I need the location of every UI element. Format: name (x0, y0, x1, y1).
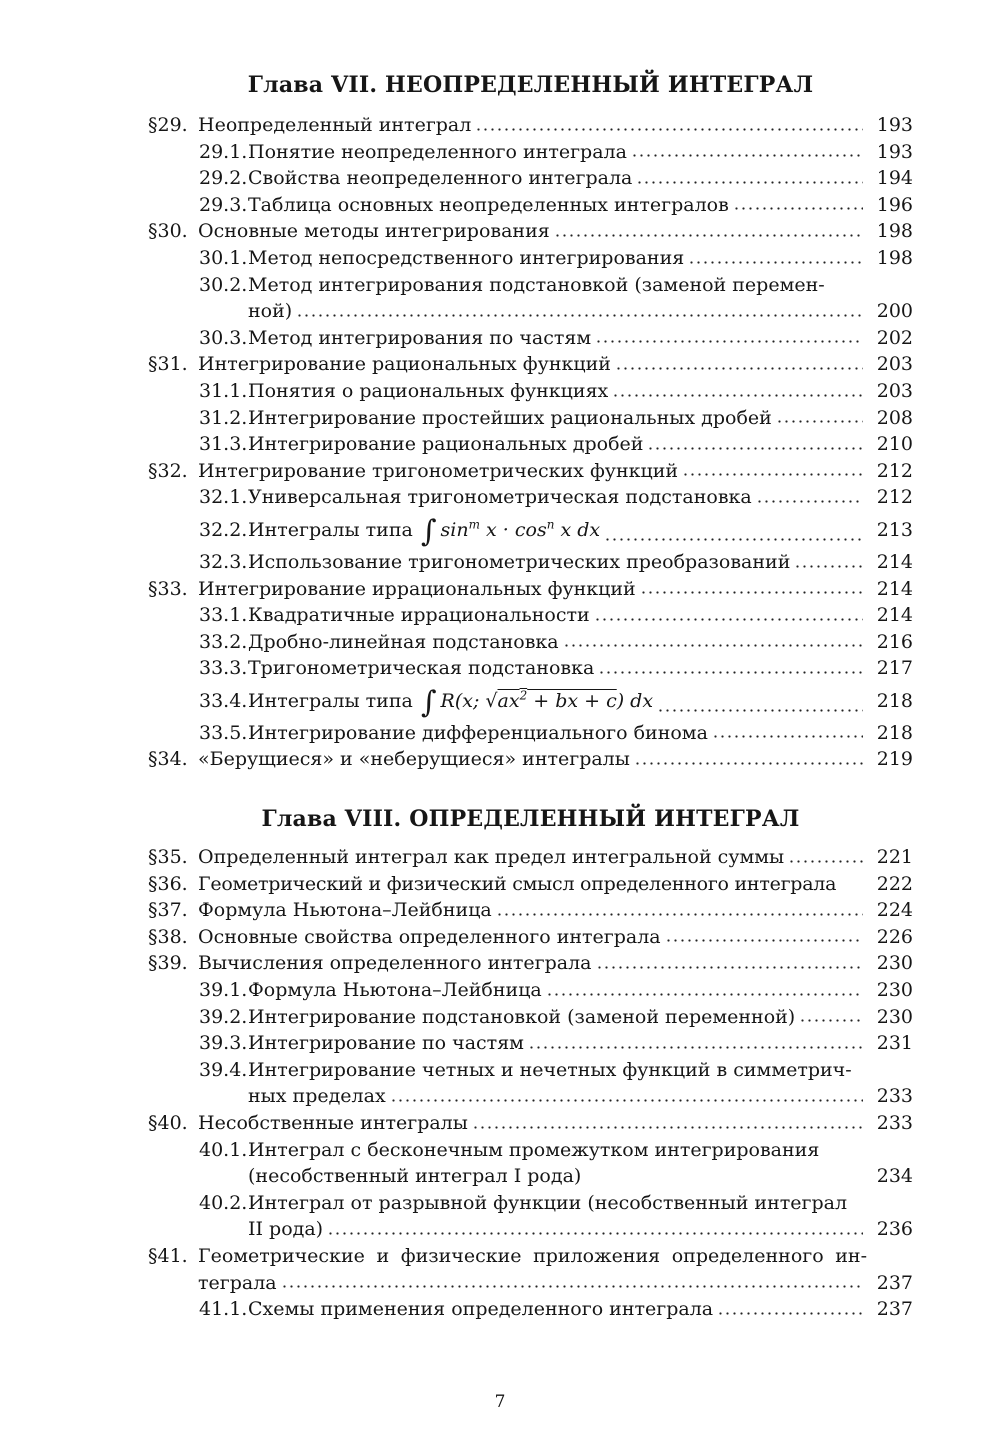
subsection-number: 29.3. (199, 193, 248, 216)
subsection-number: 31.3. (199, 433, 248, 456)
page-number: 224 (876, 899, 913, 922)
toc-entry-32[interactable] (148, 458, 913, 485)
section-number: §34. (148, 748, 188, 771)
page-number: 203 (876, 379, 913, 402)
dot-leader (596, 965, 863, 970)
page-number: 213 (876, 518, 913, 541)
subsection-number: 33.1. (199, 604, 248, 627)
dot-leader (554, 233, 863, 238)
toc-entry-30-3[interactable] (148, 325, 913, 352)
subsection-number: 31.2. (199, 406, 248, 429)
entry-title: Интегралы типа (248, 689, 413, 712)
integral-sign: ∫ (420, 684, 437, 720)
page-number: 193 (876, 114, 913, 136)
entry-title-line-1: Интеграл с бесконечным промежутком интегрирования (248, 1138, 820, 1161)
entry-title: Основные методы интегрирования (198, 220, 550, 243)
formula-part: + bx + c (527, 689, 617, 712)
page-number: 237 (876, 1271, 913, 1294)
entry-title: Интегрирование иррациональных функций (198, 577, 636, 600)
chapter-8-title: Глава VIII. ОПРЕДЕЛЕННЫЙ ИНТЕГРАЛ (261, 806, 800, 832)
toc-entry-39-1[interactable] (148, 977, 913, 1004)
subsection-number: 29.1. (199, 140, 248, 163)
formula-sin-cos (419, 513, 601, 549)
dot-leader (682, 472, 863, 477)
toc-entry-37[interactable] (148, 897, 913, 924)
page-number: 212 (876, 486, 913, 509)
entry-title: Понятие неопределенного интеграла (248, 140, 627, 163)
toc-entry-33[interactable] (148, 576, 913, 603)
section-number: §29. (148, 114, 188, 136)
dot-leader (794, 564, 863, 569)
toc-entry-32-3[interactable] (148, 549, 913, 576)
subsection-number: 40.2. (199, 1191, 248, 1214)
dot-leader (612, 393, 863, 398)
dot-leader (472, 1125, 863, 1130)
entry-title: Определенный интеграл как предел интегральной суммы (198, 846, 785, 868)
formula-part: x dx (554, 518, 601, 541)
section-number: §33. (148, 577, 188, 600)
section-number: §40. (148, 1111, 188, 1134)
page-number: 216 (876, 630, 913, 653)
subsection-number: 39.3. (199, 1032, 248, 1055)
entry-title: Интегрирование подстановкой (заменой переменной) (248, 1005, 796, 1028)
toc-entry-39[interactable] (148, 950, 913, 977)
toc-entry-33-4[interactable] (148, 682, 913, 720)
dot-leader (799, 1018, 863, 1023)
entry-title-line-2: (несобственный интеграл I рода) (248, 1165, 582, 1188)
page-number: 198 (876, 246, 913, 269)
entry-title-line-1: Интегрирование четных и нечетных функций в симметрич- (248, 1058, 852, 1081)
toc-entry-30[interactable] (148, 218, 913, 245)
dot-leader (776, 419, 863, 424)
page-number: 202 (876, 326, 913, 349)
toc-entry-39-2[interactable] (148, 1004, 913, 1031)
entry-title: Понятия о рациональных функциях (248, 379, 609, 402)
dot-leader (604, 537, 863, 542)
dot-leader (563, 643, 863, 648)
dot-leader (475, 127, 863, 132)
dot-leader (640, 590, 863, 595)
page-number: 210 (876, 433, 913, 456)
subsection-number: 30.3. (199, 326, 248, 349)
page-number: 221 (876, 846, 913, 868)
section-number: §32. (148, 459, 188, 482)
toc-entry-31-3[interactable] (148, 431, 913, 458)
entry-title: Интегрирование рациональных дробей (248, 433, 644, 456)
page-number: 219 (876, 748, 913, 771)
toc-entry-29[interactable] (148, 112, 913, 139)
toc-entry-40-2[interactable] (148, 1190, 913, 1243)
subsection-number: 33.5. (199, 721, 248, 744)
toc-entry-33-2[interactable] (148, 629, 913, 656)
dot-leader (788, 859, 863, 864)
page-number: 230 (876, 1005, 913, 1028)
dot-leader (598, 670, 863, 675)
subsection-number: 39.1. (199, 978, 248, 1001)
integral-sign: ∫ (420, 513, 437, 549)
toc-entry-31[interactable] (148, 351, 913, 378)
formula-part: ax (497, 689, 520, 712)
entry-title: Основные свойства определенного интеграла (198, 925, 661, 948)
toc-entry-35[interactable] (148, 844, 913, 871)
entry-title-line-1: Метод интегрирования подстановкой (заменой перемен- (248, 273, 825, 296)
subsection-number: 39.4. (199, 1058, 248, 1081)
page-number: 198 (876, 220, 913, 243)
entry-title: Интегралы типа (248, 518, 413, 541)
toc-entry-33-3[interactable] (148, 655, 913, 682)
toc-entry-30-1[interactable] (148, 245, 913, 272)
page-number: 234 (876, 1165, 913, 1188)
dot-leader (634, 761, 863, 766)
page-number: 230 (876, 952, 913, 975)
entry-title: Неопределенный интеграл (198, 114, 472, 136)
dot-leader (712, 734, 863, 739)
subsection-number: 32.1. (199, 486, 248, 509)
page-number: 203 (876, 353, 913, 376)
formula-part: R(x; (440, 689, 486, 712)
subsection-number: 31.1. (199, 379, 248, 402)
dot-leader (665, 938, 863, 943)
section-number: §36. (148, 872, 188, 895)
subsection-number: 30.2. (199, 273, 248, 296)
entry-title: Интегрирование дифференциального бинома (248, 721, 708, 744)
page-number: 233 (876, 1085, 913, 1108)
section-number: §39. (148, 952, 188, 975)
page-number: 222 (876, 872, 913, 895)
entry-title: Метод непосредственного интегрирования (248, 246, 685, 269)
dot-leader (631, 153, 863, 158)
page-number: 237 (876, 1298, 913, 1321)
toc-entry-41[interactable] (148, 1243, 913, 1296)
chapter-7-title: Глава VII. НЕОПРЕДЕЛЕННЫЙ ИНТЕГРАЛ (247, 72, 814, 98)
section-number: §35. (148, 846, 188, 868)
page-number: 217 (876, 657, 913, 680)
subsection-number: 30.1. (199, 246, 248, 269)
dot-leader (327, 1231, 863, 1236)
entry-title-line-1: Геометрические и физические приложения определенного ин- (198, 1244, 867, 1267)
entry-title-line-1: Интеграл от разрывной функции (несобственный интеграл (248, 1191, 848, 1214)
subsection-number: 39.2. (199, 1005, 248, 1028)
dot-leader (281, 1284, 863, 1289)
toc-entry-40-1[interactable] (148, 1137, 913, 1190)
formula-part: ) dx (616, 689, 654, 712)
toc-entry-36[interactable] (148, 871, 913, 898)
entry-title-line-2: ных пределах (248, 1085, 386, 1108)
entry-title: Несобственные интегралы (198, 1111, 468, 1134)
entry-title: Метод интегрирования по частям (248, 326, 592, 349)
entry-title: Вычисления определенного интеграла (198, 952, 592, 975)
dot-leader (840, 885, 863, 890)
entry-title: «Берущиеся» и «неберущиеся» интегралы (198, 748, 630, 771)
subsection-number: 32.2. (199, 518, 248, 541)
dot-leader (546, 992, 863, 997)
entry-title-line-2: ной) (248, 300, 293, 323)
page-number: 233 (876, 1111, 913, 1134)
page-number: 208 (876, 406, 913, 429)
entry-title: Геометрический и физический смысл определенного интеграла (198, 872, 837, 895)
dot-leader (688, 260, 863, 265)
formula-irrational (419, 684, 654, 720)
toc-entry-31-2[interactable] (148, 405, 913, 432)
dot-leader (390, 1098, 863, 1103)
dot-leader (717, 1311, 863, 1316)
subsection-number: 32.3. (199, 550, 248, 573)
formula-part: x · cos (480, 518, 547, 541)
page-number: 230 (876, 978, 913, 1001)
radical-sign: √ (485, 689, 498, 712)
toc-entry-40[interactable] (148, 1110, 913, 1137)
toc-entry-41-1[interactable] (148, 1296, 913, 1323)
toc-entry-33-1[interactable] (148, 602, 913, 629)
chapter-7-contents (148, 112, 913, 773)
dot-leader (636, 180, 863, 185)
dot-leader (756, 499, 863, 504)
entry-title: Схемы применения определенного интеграла (248, 1298, 714, 1321)
dot-leader (615, 366, 863, 371)
section-number: §38. (148, 925, 188, 948)
radicand (498, 690, 617, 712)
page-number: 231 (876, 1032, 913, 1055)
entry-title: Интегрирование рациональных функций (198, 353, 611, 376)
toc-entry-32-2[interactable] (148, 511, 913, 549)
exponent-m: m (468, 517, 480, 532)
entry-title: Квадратичные иррациональности (248, 604, 590, 627)
subsection-number: 33.3. (199, 657, 248, 680)
page-number: 200 (876, 300, 913, 323)
dot-leader (594, 617, 863, 622)
subsection-number: 33.4. (199, 689, 248, 712)
page-number: 214 (876, 550, 913, 573)
entry-title: Формула Ньютона–Лейбница (248, 978, 542, 1001)
entry-title: Интегрирование по частям (248, 1032, 524, 1055)
toc-entry-31-1[interactable] (148, 378, 913, 405)
entry-title: Тригонометрическая подстановка (248, 657, 595, 680)
toc-entry-38[interactable] (148, 924, 913, 951)
toc-entry-39-3[interactable] (148, 1030, 913, 1057)
section-number: §31. (148, 353, 188, 376)
page-number: 218 (876, 721, 913, 744)
entry-title: Универсальная тригонометрическая подстановка (248, 486, 752, 509)
subsection-number: 40.1. (199, 1138, 248, 1161)
toc-entry-30-2[interactable] (148, 272, 913, 325)
subsection-number: 33.2. (199, 630, 248, 653)
section-number: §37. (148, 899, 188, 922)
page-number: 226 (876, 925, 913, 948)
page-number: 236 (876, 1218, 913, 1241)
entry-title: Таблица основных неопределенных интегралов (248, 193, 729, 216)
entry-title: Формула Ньютона–Лейбница (198, 899, 492, 922)
dot-leader (595, 339, 863, 344)
subsection-number: 41.1. (199, 1298, 248, 1321)
toc-entry-34[interactable] (148, 746, 913, 773)
subsection-number: 29.2. (199, 167, 248, 190)
toc-entry-29-2[interactable] (148, 165, 913, 192)
entry-title: Интегрирование тригонометрических функций (198, 459, 679, 482)
entry-title: Дробно-линейная подстановка (248, 630, 559, 653)
page-number: 193 (876, 140, 913, 163)
page-number: 196 (876, 193, 913, 216)
page-number: 212 (876, 459, 913, 482)
exponent-2: 2 (519, 688, 528, 703)
toc-entry-39-4[interactable] (148, 1057, 913, 1110)
page-number: 214 (876, 604, 913, 627)
dot-leader (647, 446, 863, 451)
dot-leader (496, 912, 863, 917)
dot-leader (657, 708, 863, 713)
entry-title-line-2: II рода) (248, 1218, 324, 1241)
entry-title: Использование тригонометрических преобразований (248, 550, 791, 573)
page-folio: 7 (494, 1392, 506, 1412)
entry-title-line-2: теграла (198, 1271, 277, 1294)
entry-title: Свойства неопределенного интеграла (248, 167, 633, 190)
toc-entry-29-1[interactable] (148, 139, 913, 166)
toc-entry-29-3[interactable] (148, 192, 913, 219)
dot-leader (733, 206, 863, 211)
page-number: 214 (876, 577, 913, 600)
toc-entry-33-5[interactable] (148, 720, 913, 747)
chapter-8-contents (148, 844, 913, 1323)
page-number: 194 (876, 167, 913, 190)
dot-leader (528, 1045, 863, 1050)
dot-leader (296, 313, 863, 318)
toc-entry-32-1[interactable] (148, 484, 913, 511)
page-number: 218 (876, 689, 913, 712)
section-number: §41. (148, 1244, 188, 1267)
formula-part: sin (440, 518, 469, 541)
entry-title: Интегрирование простейших рациональных дробей (248, 406, 772, 429)
exponent-n: n (546, 517, 555, 532)
section-number: §30. (148, 220, 188, 243)
